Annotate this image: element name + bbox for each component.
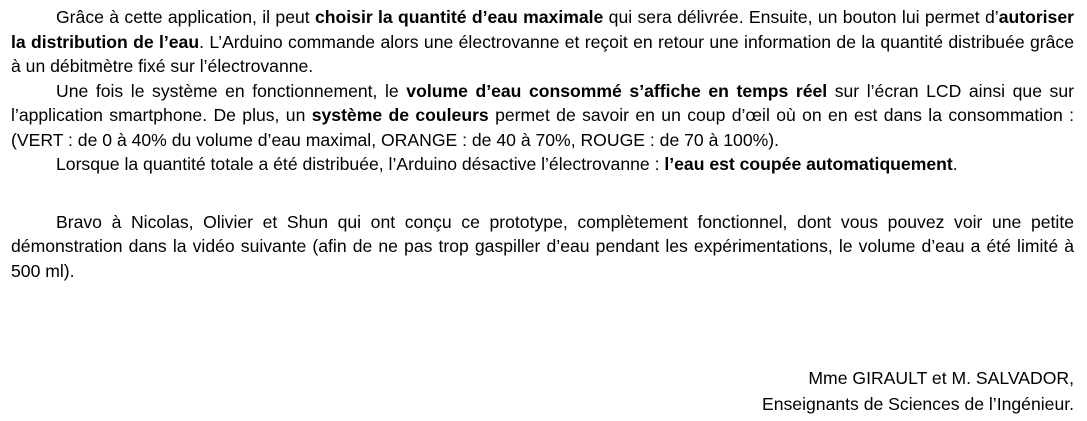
document-body (11, 5, 1074, 283)
signature-block (762, 365, 1074, 417)
signature-names: Mme GIRAULT et M. SALVADOR, (808, 368, 1074, 388)
paragraph-app-description: Grâce à cette application, il peut choisir la quantité d’eau maximale qui sera délivrée. Ensuite, un bouton lui permet d’autoriser la distribution de l’eau. L’Arduino commande alors une électrovanne et reçoit en retour une information de la quantité distribuée grâce à un débitmètre fixé sur l’électrovanne. (11, 7, 1074, 76)
bold-phrase: autoriser la distribution de l’eau (11, 7, 1074, 52)
paragraph-realtime-display: Une fois le système en fonctionnement, le volume d’eau consommé s’affiche en temps réel sur l’écran LCD ainsi que sur l’application smartphone. De plus, un système de couleurs permet de savoir en un coup d’œil où on en est dans la consommation : (VERT : de 0 à 40% du volume d’eau maximal, ORANGE : de 40 à 70%, ROUGE : de 70 à 100%). (11, 80, 1074, 150)
bold-phrase: l’eau est coupée automatiquement (664, 154, 953, 174)
paragraph-credits: Bravo à Nicolas, Olivier et Shun qui ont conçu ce prototype, complètement fonctionnel, dont vous pouvez voir une petite démonstration dans la vidéo suivante (afin de ne pas trop gaspiller d’eau pendant les expérimentations, le volume d’eau a été limité à 500 ml). (11, 211, 1074, 281)
paragraph-auto-shutoff: Lorsque la quantité totale a été distribuée, l’Arduino désactive l’électrovanne : l’eau est coupée automatiquement. (56, 154, 958, 174)
paragraph-spacer (11, 177, 1074, 210)
bold-phrase: choisir la quantité d’eau maximale (315, 7, 604, 27)
signature-role: Enseignants de Sciences de l’Ingénieur. (761, 394, 1074, 414)
bold-phrase: système de couleurs (311, 105, 489, 125)
bold-phrase: volume d’eau consommé s’affiche en temps réel (406, 80, 828, 101)
